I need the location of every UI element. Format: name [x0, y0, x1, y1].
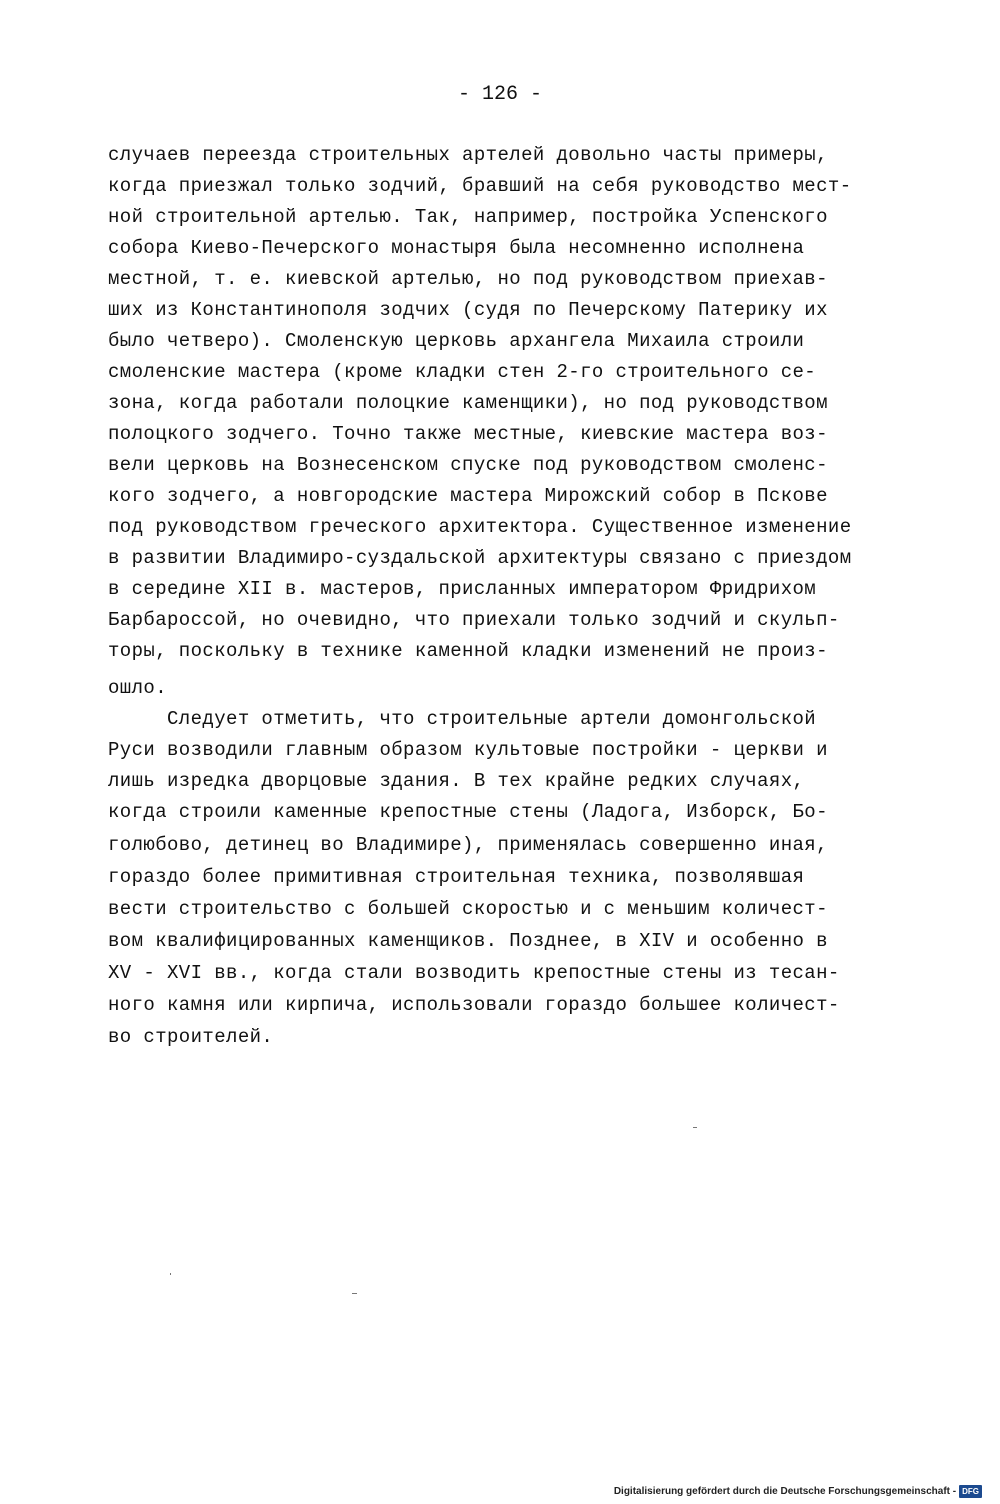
scan-speck: [170, 1273, 171, 1275]
text-line: во строителей.: [108, 1026, 274, 1048]
text-line: кого зодчего, а новгородские мастера Мирожский собор в Пскове: [108, 485, 828, 507]
text-line: Следует отметить, что строительные артели домонгольской: [108, 708, 817, 730]
text-line: зона, когда работали полоцкие каменщики), но под руководством: [108, 392, 828, 414]
text-line: XV - XVI вв., когда стали возводить крепостные стены из тесан-: [108, 962, 840, 984]
scan-speck: [352, 1293, 357, 1294]
text-line: лишь изредка дворцовые здания. В тех крайне редких случаях,: [108, 770, 805, 792]
text-line: ошло.: [108, 677, 168, 699]
page-number: - 126 -: [457, 83, 542, 106]
footer-text: Digitalisierung gefördert durch die Deutsche Forschungsgemeinschaft -: [613, 1486, 957, 1497]
scan-speck: [693, 1127, 697, 1128]
text-line: было четверо). Смоленскую церковь архангела Михаила строили: [108, 330, 805, 352]
text-line: гораздо более примитивная строительная техника, позволявшая: [108, 866, 805, 888]
text-line: когда строили каменные крепостные стены (Ладога, Изборск, Бо-: [108, 801, 828, 823]
text-line: под руководством греческого архитектора. Существенное изменение: [108, 516, 852, 538]
text-line: ших из Константинополя зодчих (судя по Печерскому Патерику их: [108, 299, 828, 321]
text-line: в середине XII в. мастеров, присланных императором Фридрихом: [108, 578, 817, 600]
text-line: Руси возводили главным образом культовые постройки - церкви и: [108, 739, 828, 761]
text-line: местной, т. е. киевской артелью, но под руководством приехав-: [108, 268, 828, 290]
text-line: ного камня или кирпича, использовали гораздо большее количест-: [108, 994, 840, 1016]
text-line: голюбово, детинец во Владимире), применялась совершенно иная,: [108, 834, 828, 856]
text-line: собора Киево-Печерского монастыря была несомненно исполнена: [108, 237, 805, 259]
text-line: вели церковь на Вознесенском спуске под руководством смоленс-: [108, 454, 828, 476]
text-line: полоцкого зодчего. Точно также местные, киевские мастера воз-: [108, 423, 828, 445]
text-line: вести строительство с большей скоростью и с меньшим количест-: [108, 898, 828, 920]
text-line: смоленские мастера (кроме кладки стен 2-го строительного се-: [108, 361, 817, 383]
text-line: вом квалифицированных каменщиков. Позднее, в XIV и особенно в: [108, 930, 828, 952]
text-line: Барбароссой, но очевидно, что приехали только зодчий и скульп-: [108, 609, 840, 631]
text-line: когда приезжал только зодчий, бравший на себя руководство мест-: [108, 175, 852, 197]
digitization-footer: [614, 1485, 982, 1498]
text-line: торы, поскольку в технике каменной кладки изменений не произ-: [108, 640, 828, 662]
text-line: в развитии Владимиро-суздальской архитектуры связано с приездом: [108, 547, 852, 569]
text-line: случаев переезда строительных артелей довольно часты примеры,: [108, 144, 828, 166]
dfg-logo: DFG: [959, 1485, 982, 1498]
text-line: ной строительной артелью. Так, например, постройка Успенского: [108, 206, 828, 228]
